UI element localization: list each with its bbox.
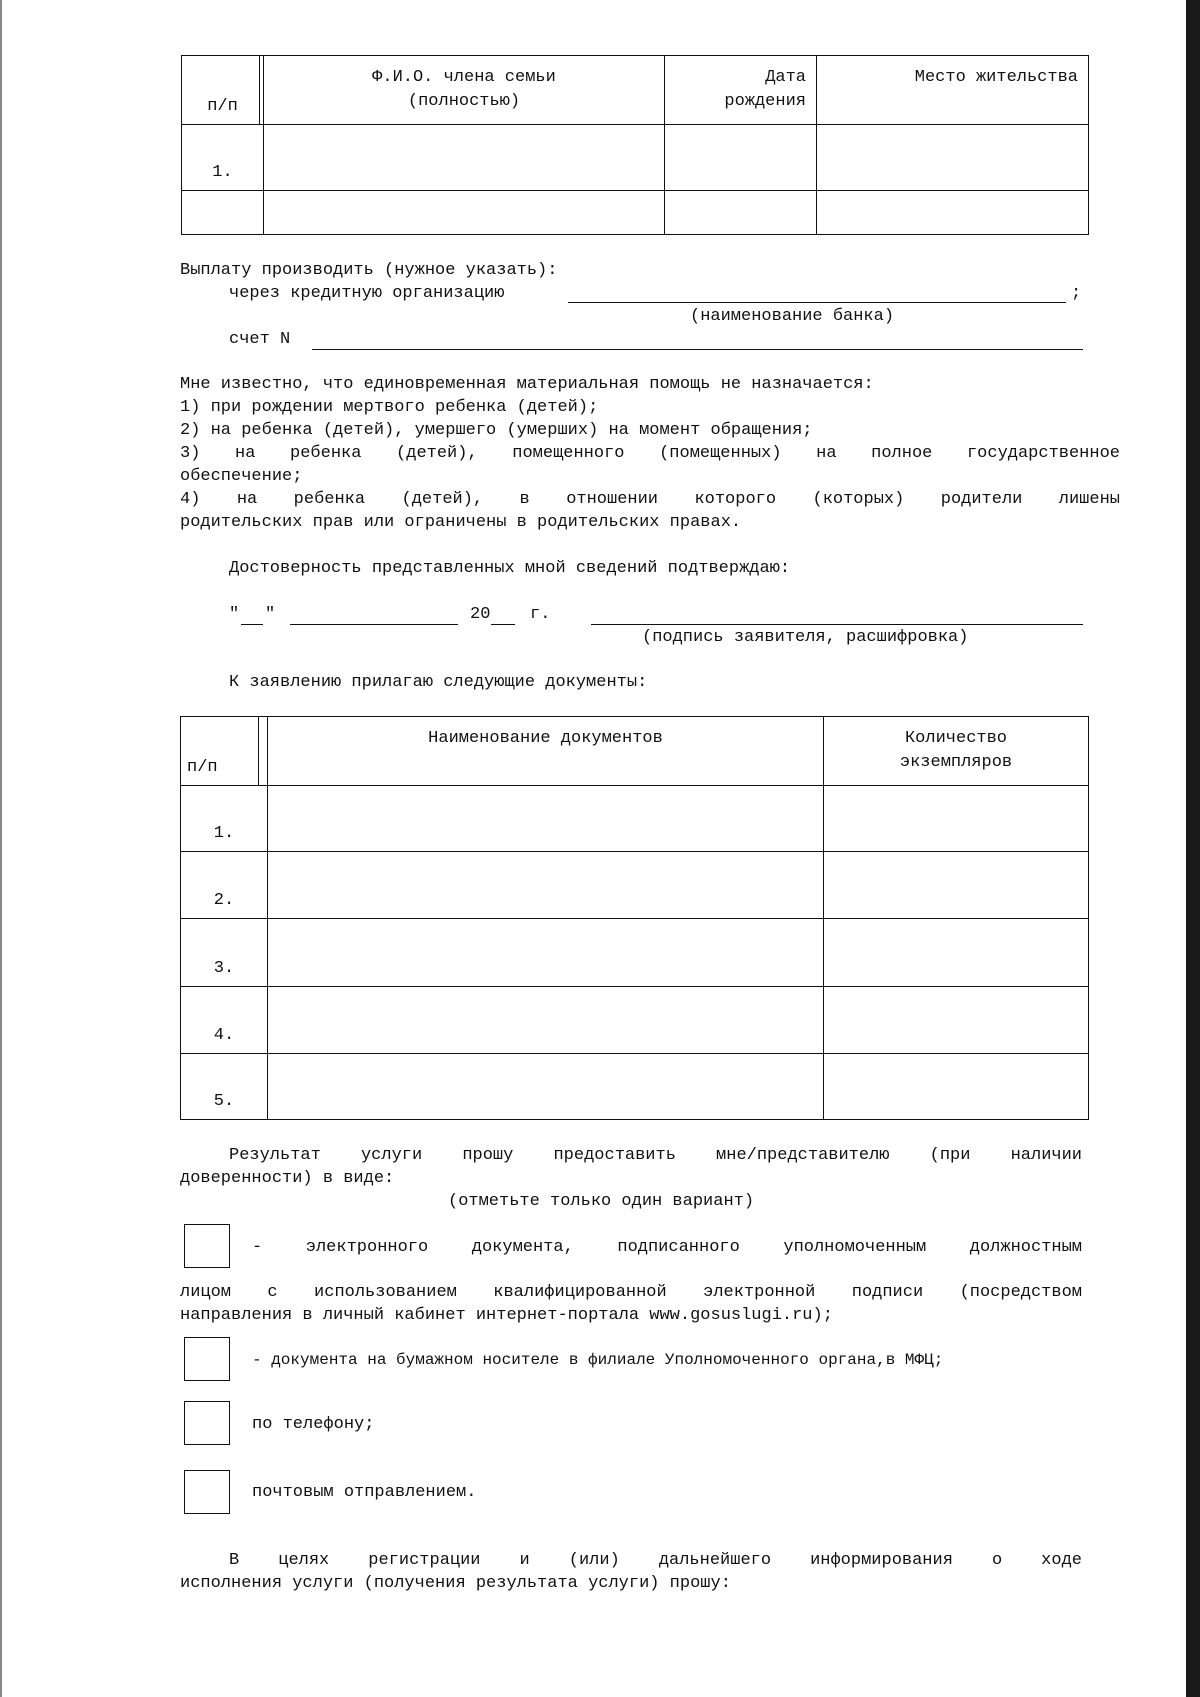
notice-item-2: 2) на ребенка (детей), умершего (умерших) на момент обращения; xyxy=(180,421,813,440)
header-number: п/п xyxy=(181,717,268,786)
document-name-cell[interactable] xyxy=(268,1054,824,1120)
row-number: 3. xyxy=(181,919,268,987)
header-copies: Количество экземпляров xyxy=(824,717,1089,786)
bank-caption: (наименование банка) xyxy=(690,307,895,326)
scan-edge-left xyxy=(0,0,2,1697)
notice-item-3-line-1: 3) на ребенка (детей), помещенного (помещенных) на полное государственное xyxy=(180,444,1120,463)
header-number: п/п xyxy=(182,56,264,125)
table-row xyxy=(181,1054,1089,1120)
row-number: 1. xyxy=(182,125,264,191)
copies-cell[interactable] xyxy=(824,987,1089,1054)
document-name-cell[interactable] xyxy=(268,919,824,987)
result-hint: (отметьте только один вариант) xyxy=(448,1192,755,1211)
table-row xyxy=(181,987,1089,1054)
birth-date-cell[interactable] xyxy=(665,191,817,235)
phone-checkbox[interactable] xyxy=(184,1401,230,1445)
document-name-cell[interactable] xyxy=(268,987,824,1054)
electronic-document-checkbox[interactable] xyxy=(184,1224,230,1268)
full-name-cell[interactable] xyxy=(264,125,665,191)
notice-item-3-line-2: обеспечение; xyxy=(180,467,303,486)
year-field[interactable] xyxy=(491,624,515,625)
option-mail: почтовым отправлением. xyxy=(252,1483,477,1502)
account-number-field[interactable] xyxy=(312,349,1083,350)
row-number xyxy=(182,191,264,235)
header-birth-date: Дата рождения xyxy=(665,56,817,125)
result-line-1: Результат услуги прошу предоставить мне/представителю (при наличии xyxy=(229,1146,1082,1165)
full-name-cell[interactable] xyxy=(264,191,665,235)
date-quote-close: " xyxy=(265,605,276,624)
row-number: 5. xyxy=(181,1054,268,1120)
table-row xyxy=(181,852,1089,919)
option-electronic-line-3: направления в личный кабинет интернет-портала www.gosuslugi.ru); xyxy=(180,1306,833,1325)
header-divider xyxy=(259,56,260,124)
bank-name-field[interactable] xyxy=(568,302,1066,303)
semicolon: ; xyxy=(1071,284,1082,303)
header-full-name: Ф.И.О. члена семьи (полностью) xyxy=(264,56,665,125)
signature-field[interactable] xyxy=(591,624,1083,625)
table-row xyxy=(181,786,1089,852)
header-divider xyxy=(258,717,259,785)
scan-edge-right xyxy=(1186,0,1200,1697)
signature-caption: (подпись заявителя, расшифровка) xyxy=(642,628,969,647)
notice-item-4-line-2: родительских прав или ограничены в родительских правах. xyxy=(180,513,742,532)
table-row xyxy=(182,125,1089,191)
confirmation-text: Достоверность представленных мной сведений подтверждаю: xyxy=(229,559,791,578)
residence-cell[interactable] xyxy=(817,191,1089,235)
date-quote-open: " xyxy=(229,605,240,624)
option-electronic-line-1: - электронного документа, подписанного уполномоченным должностным xyxy=(252,1238,1082,1257)
payment-intro: Выплату производить (нужное указать): xyxy=(180,261,558,280)
footer-line-1: В целях регистрации и (или) дальнейшего информирования о ходе xyxy=(229,1551,1082,1570)
day-field[interactable] xyxy=(241,624,263,625)
result-line-2: доверенности) в виде: xyxy=(180,1169,395,1188)
mail-checkbox[interactable] xyxy=(184,1470,230,1514)
footer-line-2: исполнения услуги (получения результата услуги) прошу: xyxy=(180,1574,731,1593)
notice-intro: Мне известно, что единовременная материальная помощь не назначается: xyxy=(180,375,874,394)
table-header-row xyxy=(182,56,1089,125)
documents-intro: К заявлению прилагаю следующие документы: xyxy=(229,673,648,692)
family-members-table xyxy=(181,55,1089,235)
copies-cell[interactable] xyxy=(824,1054,1089,1120)
notice-item-4-line-1: 4) на ребенка (детей), в отношении которого (которых) родители лишены xyxy=(180,490,1120,509)
birth-date-cell[interactable] xyxy=(665,125,817,191)
row-number: 2. xyxy=(181,852,268,919)
table-row xyxy=(182,191,1089,235)
paper-document-checkbox[interactable] xyxy=(184,1337,230,1381)
table-header-row xyxy=(181,717,1089,786)
row-number: 4. xyxy=(181,987,268,1054)
option-phone: по телефону; xyxy=(252,1415,375,1434)
residence-cell[interactable] xyxy=(817,125,1089,191)
document-name-cell[interactable] xyxy=(268,786,824,852)
copies-cell[interactable] xyxy=(824,852,1089,919)
documents-table xyxy=(180,716,1089,1120)
table-row xyxy=(181,919,1089,987)
notice-item-1: 1) при рождении мертвого ребенка (детей); xyxy=(180,398,599,417)
row-number: 1. xyxy=(181,786,268,852)
header-residence: Место жительства xyxy=(817,56,1089,125)
copies-cell[interactable] xyxy=(824,786,1089,852)
option-paper: - документа на бумажном носителе в филиале Уполномоченного органа,в МФЦ; xyxy=(252,1351,944,1369)
option-electronic-line-2: лицом с использованием квалифицированной электронной подписи (посредством xyxy=(180,1283,1082,1302)
account-label: счет N xyxy=(229,330,291,349)
document-name-cell[interactable] xyxy=(268,852,824,919)
copies-cell[interactable] xyxy=(824,919,1089,987)
year-suffix: г. xyxy=(530,605,551,624)
year-prefix: 20 xyxy=(470,605,491,624)
header-document-name: Наименование документов xyxy=(268,717,824,786)
month-field[interactable] xyxy=(290,624,458,625)
credit-org-label: через кредитную организацию xyxy=(229,284,505,303)
